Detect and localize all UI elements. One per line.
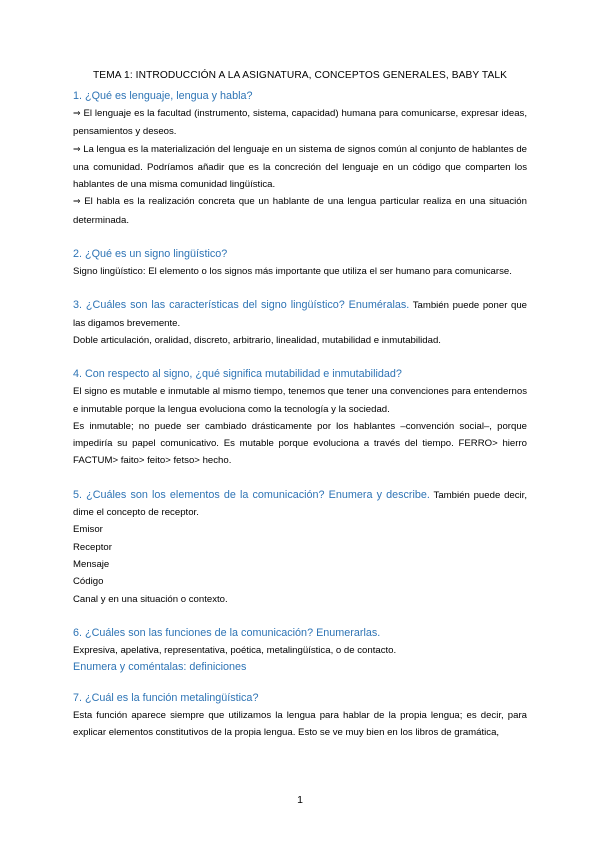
question-5: 5. ¿Cuáles son los elementos de la comunicación? Enumera y describe. También puede decir, dime el concepto de receptor. — [73, 488, 527, 519]
answer-7: Esta función aparece siempre que utilizamos la lengua para hablar de la propia lengua; es decir, para explicar elementos constitutivos de la propia lengua. Esto se ve muy bien en los libros de gramática, — [73, 710, 527, 739]
question-3: 3. ¿Cuáles son las características del signo lingüístico? Enuméralas. También puede poner que las digamos brevemente. — [73, 299, 527, 329]
document-title: TEMA 1: INTRODUCCIÓN A LA ASIGNATURA, CONCEPTOS GENERALES, BABY TALK — [92, 70, 508, 81]
list-item: Código — [73, 576, 104, 588]
question-5-note: También puede decir, dime el concepto de receptor. — [73, 489, 527, 519]
answer-4-p1: El signo es mutable e inmutable al mismo tiempo, tenemos que tener una convenciones para entendernos e inmutable porque la lengua evoluciona como la tecnología y la sociedad. — [73, 386, 527, 415]
page-number: 1 — [297, 794, 303, 806]
answer-1-habla: ⇒ El habla es la realización concreta que un hablante de una lengua particular realiza en una situación determinada. — [73, 196, 527, 226]
list-item: Mensaje — [73, 558, 110, 570]
question-2: 2. ¿Qué es un signo lingüístico? — [73, 248, 228, 261]
list-item: Emisor — [73, 524, 103, 536]
arrow-icon: ⇒ — [73, 197, 81, 208]
question-7: 7. ¿Cuál es la función metalingüística? — [73, 692, 259, 705]
question-4: 4. Con respecto al signo, ¿qué significa mutabilidad e inmutabilidad? — [73, 368, 402, 381]
list-item: Canal y en una situación o contexto. — [73, 593, 228, 605]
answer-1-lenguaje: ⇒ El lenguaje es la facultad (instrumento, sistema, capacidad) humana para comunicarse, expresar ideas, pensamientos y deseos. — [73, 108, 527, 138]
answer-4-p2: Es inmutable; no puede ser cambiado drásticamente por los hablantes –convención social–, porque impediría su papel comunicativo. Es mutable porque evoluciona a través del tiempo. FERRO> hierro FACTUM> faito> feito> fetso> hecho. — [73, 420, 527, 467]
question-6: 6. ¿Cuáles son las funciones de la comunicación? Enumerarlas. — [73, 626, 381, 639]
answer-3: Doble articulación, oralidad, discreto, arbitrario, linealidad, mutabilidad e inmutabilidad. — [73, 334, 441, 346]
answer-2: Signo lingüístico: El elemento o los signos más importante que utiliza el ser humano para comunicarse. — [73, 266, 512, 278]
answer-6: Expresiva, apelativa, representativa, poética, metalingüística, o de contacto. — [73, 644, 397, 656]
answer-1-lengua: ⇒ La lengua es la materialización del lenguaje en un sistema de signos común al conjunto de hablantes de una comunidad. Podríamos añadir que es la concreción del lenguaje en un código que comparten los hablantes de una misma comunidad lingüística. — [73, 143, 527, 191]
arrow-icon: ⇒ — [73, 109, 81, 119]
arrow-icon: ⇒ — [73, 144, 81, 155]
list-item: Receptor — [73, 541, 112, 553]
question-6-sub: Enumera y coméntalas: definiciones — [73, 661, 247, 674]
document-content — [73, 88, 527, 742]
question-1: 1. ¿Qué es lenguaje, lengua y habla? — [73, 90, 253, 102]
question-3-note: También puede poner que las digamos brevemente. — [73, 300, 527, 329]
